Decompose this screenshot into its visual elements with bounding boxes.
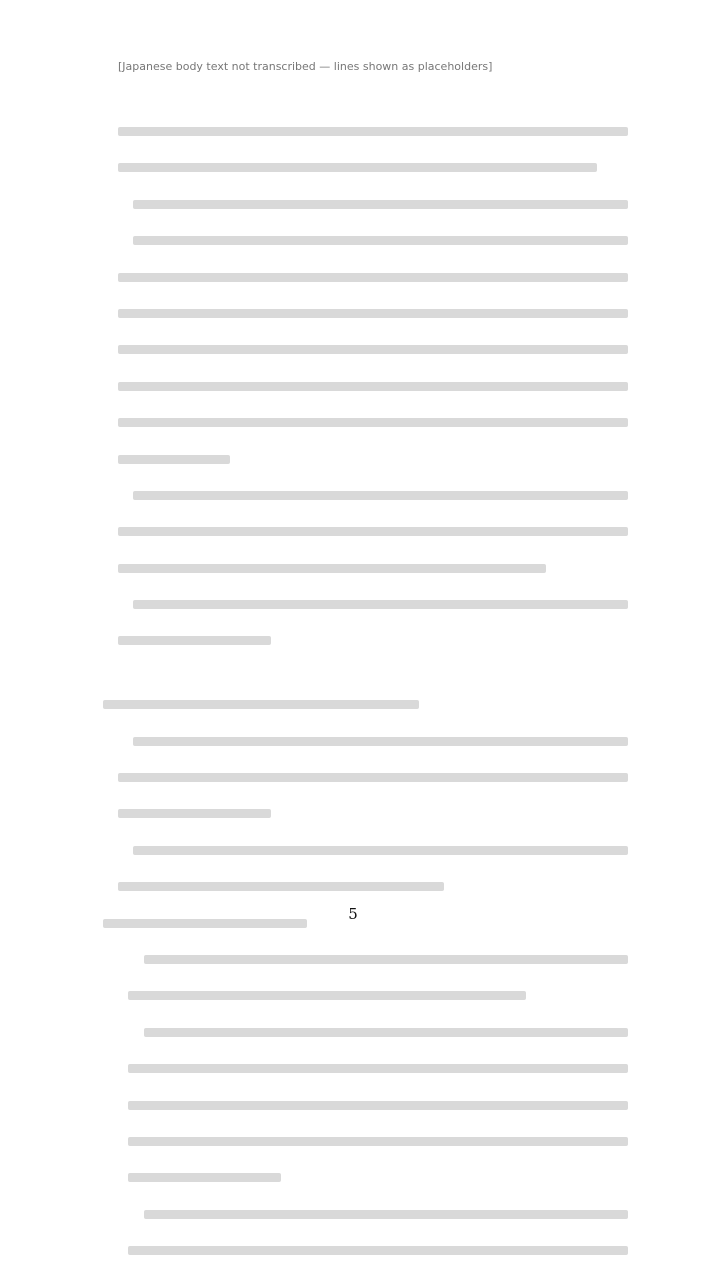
text-line	[118, 236, 628, 263]
text-line	[118, 700, 628, 727]
text-line	[118, 273, 628, 300]
text-line	[118, 1210, 628, 1237]
text-line	[118, 163, 628, 190]
text-line	[118, 309, 628, 336]
text-line	[118, 955, 628, 982]
text-line	[118, 127, 628, 154]
text-line	[118, 991, 628, 1018]
text-line	[118, 737, 628, 764]
text-line	[118, 1173, 628, 1200]
text-line	[118, 382, 628, 409]
text-line	[118, 527, 628, 554]
text-line	[118, 1028, 628, 1055]
text-line	[118, 636, 628, 663]
text-line	[118, 564, 628, 591]
text-line	[118, 200, 628, 227]
text-line	[118, 418, 628, 445]
text-line	[118, 1101, 628, 1128]
page-number: 5	[348, 905, 358, 923]
text-line	[118, 664, 628, 691]
body-text	[118, 118, 628, 1274]
text-line	[118, 455, 628, 482]
text-line	[118, 773, 628, 800]
text-line	[118, 491, 628, 518]
text-line	[118, 846, 628, 873]
text-line	[118, 1246, 628, 1273]
text-line	[118, 1064, 628, 1091]
text-line	[118, 1137, 628, 1164]
transcription-note: [Japanese body text not transcribed — lines shown as placeholders]	[118, 60, 493, 73]
text-line	[118, 600, 628, 627]
text-line	[118, 809, 628, 836]
text-line	[118, 345, 628, 372]
